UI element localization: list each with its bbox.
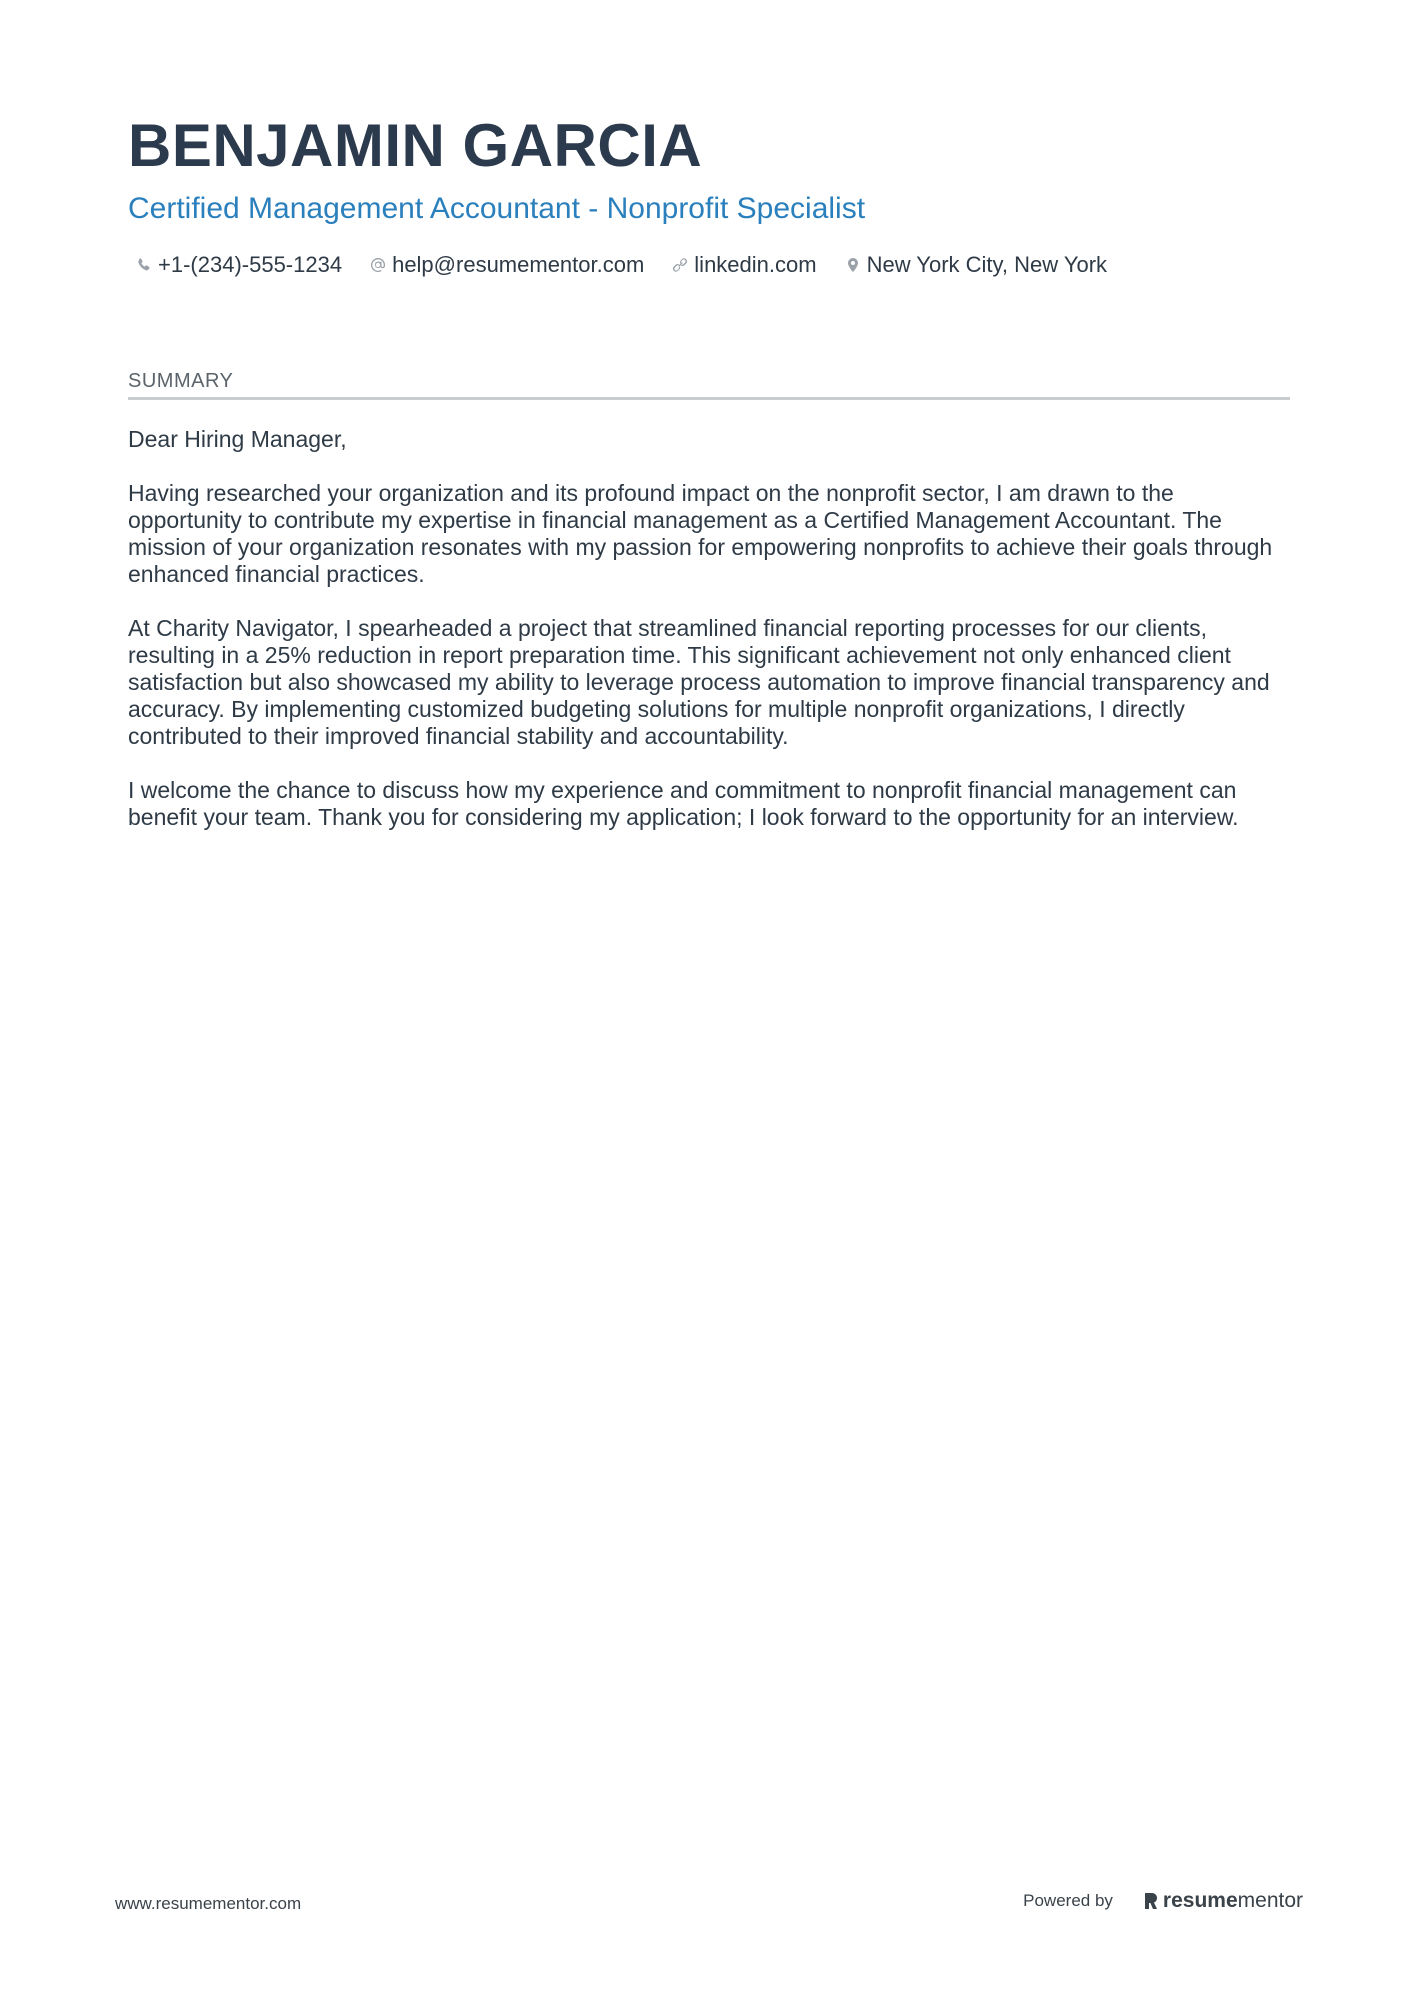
letter-salutation: Dear Hiring Manager, [128, 426, 347, 452]
contact-phone[interactable] [136, 250, 342, 280]
location-icon [845, 257, 861, 273]
at-icon [370, 257, 386, 273]
location-text: New York City, New York [866, 252, 1108, 277]
letter-paragraph: I welcome the chance to discuss how my experience and commitment to nonprofit financial management can benefit your team. Thank you for considering my application; I look forward to the opportunity for an interview. [128, 777, 1239, 830]
email-text: help@resumementor.com [392, 252, 645, 277]
candidate-name: BENJAMIN GARCIA [128, 112, 703, 179]
summary-heading: SUMMARY [128, 370, 1290, 400]
cover-letter-body [128, 426, 1290, 831]
contact-linkedin[interactable] [672, 250, 816, 280]
powered-by-label: Powered by [1023, 1891, 1113, 1910]
resumementor-logo-icon [1143, 1891, 1159, 1911]
brand-name-bold: resume [1162, 1889, 1238, 1912]
footer-branding [1023, 1889, 1303, 1913]
footer-website[interactable]: www.resumementor.com [115, 1894, 302, 1913]
link-icon [672, 257, 688, 273]
letter-paragraph: Having researched your organization and its profound impact on the nonprofit sector, I am drawn to the opportunity to contribute my expertise in financial management as a Certified Management Accountant. The mission of your organization resonates with my passion for empowering nonprofits to achieve their goals through enhanced financial practices. [128, 480, 1273, 587]
contact-email[interactable] [370, 250, 644, 280]
contact-bar [128, 250, 1290, 280]
letter-paragraph: At Charity Navigator, I spearheaded a project that streamlined financial reporting processes for our clients, resulting in a 25% reduction in report preparation time. This significant achievement not only enhanced client satisfaction but also showcased my ability to leverage process automation to improve financial transparency and accuracy. By implementing customized budgeting solutions for multiple nonprofit organizations, I directly contributed to their improved financial stability and accountability. [128, 615, 1270, 749]
phone-text: +1-(234)-555-1234 [158, 252, 343, 277]
phone-icon [136, 257, 152, 273]
resumementor-logo[interactable] [1143, 1889, 1303, 1913]
resume-page [128, 110, 1290, 858]
contact-location [845, 250, 1107, 280]
job-title: Certified Management Accountant - Nonprofit Specialist [128, 192, 866, 225]
brand-name-light: mentor [1237, 1889, 1303, 1912]
linkedin-text: linkedin.com [694, 252, 817, 277]
